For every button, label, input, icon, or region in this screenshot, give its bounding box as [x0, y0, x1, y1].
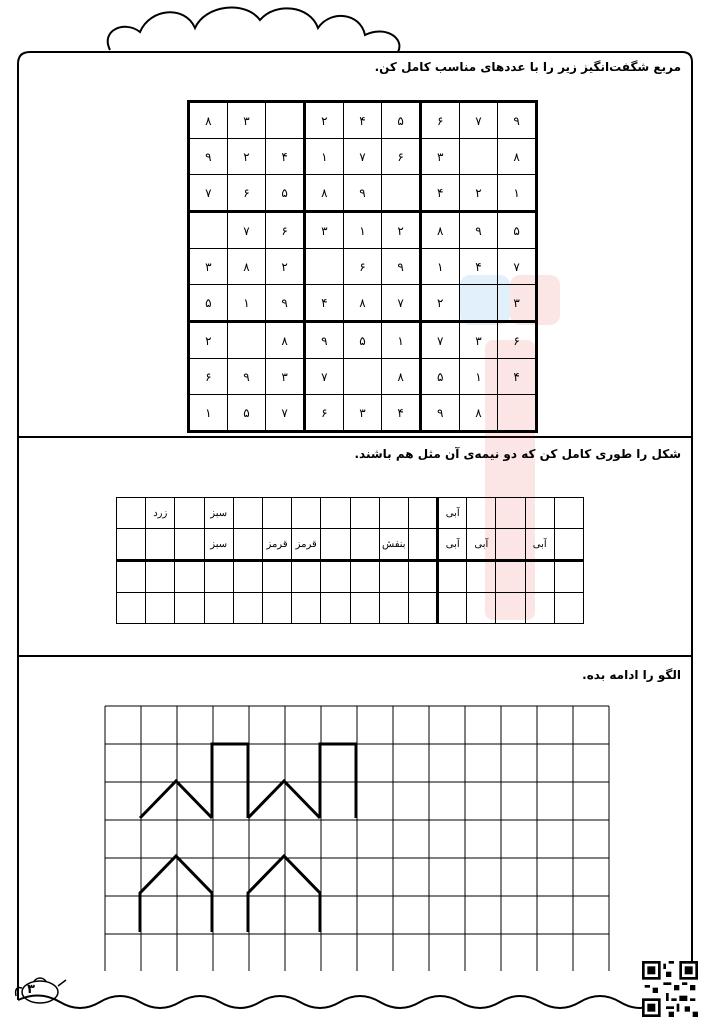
- color-grid-cell[interactable]: [525, 498, 554, 529]
- color-grid-cell: قرمز: [262, 529, 291, 561]
- color-grid-row: [117, 561, 584, 593]
- sudoku-cell: ۲: [382, 212, 421, 249]
- color-grid-cell[interactable]: [554, 498, 583, 529]
- color-grid-cell[interactable]: [262, 561, 291, 593]
- color-grid-cell: آبی: [438, 529, 467, 561]
- color-grid-cell[interactable]: [233, 498, 262, 529]
- sudoku-cell: ۵: [343, 322, 382, 359]
- sudoku-cell: ۲: [304, 102, 343, 139]
- color-grid-row: [117, 498, 584, 529]
- sudoku-cell: ۴: [498, 359, 537, 395]
- sudoku-cell: ۹: [498, 102, 537, 139]
- pattern-house-2: [248, 856, 320, 932]
- sudoku-grid: [187, 100, 538, 433]
- sudoku-cell: ۷: [304, 359, 343, 395]
- sudoku-cell: ۶: [343, 249, 382, 285]
- sudoku-cell: ۸: [304, 175, 343, 212]
- color-grid-cell[interactable]: [321, 561, 350, 593]
- sudoku-cell: ۱: [343, 212, 382, 249]
- sudoku-cell: ۷: [459, 102, 498, 139]
- color-grid-cell[interactable]: [233, 529, 262, 561]
- sudoku-row: [189, 322, 537, 359]
- sudoku-cell: ۶: [304, 395, 343, 432]
- sudoku-cell: ۹: [304, 322, 343, 359]
- sudoku-row: [189, 139, 537, 175]
- color-grid-cell: سبز: [204, 529, 233, 561]
- color-grid-cell[interactable]: [146, 561, 175, 593]
- color-grid-cell[interactable]: [525, 561, 554, 593]
- sudoku-cell: ۲: [227, 139, 266, 175]
- color-grid-cell[interactable]: [554, 593, 583, 624]
- sudoku-cell: ۷: [420, 322, 459, 359]
- color-grid-cell[interactable]: [467, 593, 496, 624]
- sudoku-cell: ۶: [227, 175, 266, 212]
- color-grid-cell[interactable]: [408, 498, 437, 529]
- sudoku-cell: ۴: [266, 139, 305, 175]
- color-grid-cell[interactable]: [117, 561, 146, 593]
- page-number: ۳: [27, 982, 35, 997]
- color-grid-cell: آبی: [525, 529, 554, 561]
- sudoku-cell: ۷: [498, 249, 537, 285]
- pattern-tent-1: [140, 781, 212, 818]
- color-grid-cell[interactable]: [350, 561, 379, 593]
- sudoku-cell: ۳: [227, 102, 266, 139]
- sudoku-cell: ۸: [498, 139, 537, 175]
- color-grid-cell[interactable]: [175, 561, 204, 593]
- sudoku-cell: ۵: [420, 359, 459, 395]
- color-grid-cell[interactable]: [408, 529, 437, 561]
- sudoku-cell: ۵: [266, 175, 305, 212]
- sudoku-row: [189, 102, 537, 139]
- color-grid-cell: سبز: [204, 498, 233, 529]
- sudoku-cell[interactable]: [266, 102, 305, 139]
- color-grid-cell[interactable]: [262, 498, 291, 529]
- sudoku-cell: ۴: [459, 249, 498, 285]
- sudoku-cell: ۲: [266, 249, 305, 285]
- sudoku-cell: ۱: [382, 322, 421, 359]
- color-grid-cell: آبی: [467, 529, 496, 561]
- color-grid-cell[interactable]: [379, 561, 408, 593]
- sudoku-cell: ۵: [227, 395, 266, 432]
- color-grid-cell[interactable]: [117, 498, 146, 529]
- symmetry-color-grid: [116, 497, 584, 624]
- sudoku-cell: ۲: [189, 322, 228, 359]
- color-grid-cell[interactable]: [408, 561, 437, 593]
- sudoku-cell: ۴: [382, 395, 421, 432]
- sudoku-cell: ۸: [459, 395, 498, 432]
- color-grid-cell[interactable]: [379, 593, 408, 624]
- color-grid-cell: زرد: [146, 498, 175, 529]
- color-grid-cell[interactable]: [175, 593, 204, 624]
- pattern-tower-2: [320, 744, 356, 818]
- color-grid-cell[interactable]: [292, 561, 321, 593]
- sudoku-cell: ۸: [227, 249, 266, 285]
- sudoku-cell: ۳: [343, 395, 382, 432]
- color-grid-row: [117, 529, 584, 561]
- color-grid-cell[interactable]: [379, 498, 408, 529]
- color-grid-cell[interactable]: [321, 498, 350, 529]
- sudoku-cell: ۶: [189, 359, 228, 395]
- sudoku-cell: ۳: [266, 359, 305, 395]
- sudoku-cell[interactable]: [382, 175, 421, 212]
- sudoku-row: [189, 249, 537, 285]
- sudoku-cell: ۱: [498, 175, 537, 212]
- sudoku-cell: ۳: [189, 249, 228, 285]
- sudoku-cell: ۳: [498, 285, 537, 322]
- sudoku-cell[interactable]: [304, 249, 343, 285]
- sudoku-cell: ۸: [266, 322, 305, 359]
- color-grid-cell: قرمز: [292, 529, 321, 561]
- color-grid-cell[interactable]: [233, 561, 262, 593]
- sudoku-cell: ۵: [382, 102, 421, 139]
- sudoku-cell: ۵: [189, 285, 228, 322]
- sudoku-cell[interactable]: [343, 359, 382, 395]
- color-grid-cell[interactable]: [262, 593, 291, 624]
- color-grid-cell[interactable]: [204, 593, 233, 624]
- color-grid-cell[interactable]: [146, 529, 175, 561]
- sudoku-row: [189, 175, 537, 212]
- sudoku-cell: ۹: [420, 395, 459, 432]
- section2-title: شکل را طوری کامل کن که دو نیمه‌ی آن مثل هم باشند.: [354, 447, 681, 461]
- color-grid-cell[interactable]: [554, 529, 583, 561]
- color-grid-cell[interactable]: [554, 561, 583, 593]
- sudoku-cell: ۱: [189, 395, 228, 432]
- color-grid-cell: آبی: [438, 498, 467, 529]
- sudoku-cell: ۱: [459, 359, 498, 395]
- color-grid-cell[interactable]: [525, 593, 554, 624]
- sudoku-cell: ۹: [189, 139, 228, 175]
- color-grid-cell[interactable]: [146, 593, 175, 624]
- qr-code: [642, 961, 698, 1017]
- color-grid-cell[interactable]: [292, 593, 321, 624]
- color-grid-cell: بنفش: [379, 529, 408, 561]
- color-grid-cell[interactable]: [233, 593, 262, 624]
- sudoku-row: [189, 395, 537, 432]
- color-grid-cell[interactable]: [321, 529, 350, 561]
- sudoku-cell: ۶: [498, 322, 537, 359]
- sudoku-cell: ۶: [266, 212, 305, 249]
- color-grid-row: [117, 593, 584, 624]
- sudoku-cell[interactable]: [498, 395, 537, 432]
- section1-title: مربع شگفت‌انگیز زیر را با عددهای مناسب کامل کن.: [374, 60, 681, 74]
- color-grid-cell[interactable]: [496, 498, 525, 529]
- color-grid-cell[interactable]: [496, 561, 525, 593]
- sudoku-cell: ۸: [189, 102, 228, 139]
- sudoku-cell[interactable]: [459, 285, 498, 322]
- color-grid-cell[interactable]: [175, 498, 204, 529]
- section3-title: الگو را ادامه بده.: [582, 668, 681, 682]
- sudoku-cell: ۴: [420, 175, 459, 212]
- color-grid-cell[interactable]: [438, 561, 467, 593]
- color-grid-cell[interactable]: [117, 529, 146, 561]
- color-grid-cell[interactable]: [467, 498, 496, 529]
- sudoku-cell: ۷: [266, 395, 305, 432]
- sudoku-cell: ۳: [304, 212, 343, 249]
- color-grid-cell[interactable]: [350, 593, 379, 624]
- color-grid-cell[interactable]: [496, 529, 525, 561]
- sudoku-cell: ۵: [498, 212, 537, 249]
- sudoku-cell: ۹: [343, 175, 382, 212]
- pattern-house-1: [140, 856, 212, 932]
- color-grid-cell[interactable]: [292, 498, 321, 529]
- sudoku-cell: ۷: [227, 212, 266, 249]
- color-grid-cell[interactable]: [350, 498, 379, 529]
- sudoku-cell: ۷: [343, 139, 382, 175]
- sudoku-cell: ۳: [459, 322, 498, 359]
- sudoku-cell[interactable]: [227, 322, 266, 359]
- sudoku-cell: ۸: [343, 285, 382, 322]
- sudoku-cell: ۹: [227, 359, 266, 395]
- sudoku-cell: ۹: [459, 212, 498, 249]
- pattern-tent-2: [248, 781, 320, 818]
- pattern-grid: [104, 705, 610, 971]
- sudoku-row: [189, 212, 537, 249]
- sudoku-cell: ۶: [420, 102, 459, 139]
- sudoku-cell: ۴: [343, 102, 382, 139]
- color-grid-cell[interactable]: [467, 561, 496, 593]
- teapot-icon: [16, 978, 66, 1003]
- color-grid-cell[interactable]: [175, 529, 204, 561]
- sudoku-cell: ۷: [382, 285, 421, 322]
- sudoku-cell: ۴: [304, 285, 343, 322]
- sudoku-cell: ۸: [420, 212, 459, 249]
- sudoku-row: [189, 359, 537, 395]
- sudoku-cell: ۱: [420, 249, 459, 285]
- sudoku-cell[interactable]: [189, 212, 228, 249]
- color-grid-cell[interactable]: [496, 593, 525, 624]
- color-grid-cell[interactable]: [408, 593, 437, 624]
- sudoku-cell: ۲: [420, 285, 459, 322]
- color-grid-cell[interactable]: [117, 593, 146, 624]
- color-grid-cell[interactable]: [438, 593, 467, 624]
- sudoku-cell: ۹: [266, 285, 305, 322]
- color-grid-cell[interactable]: [350, 529, 379, 561]
- sudoku-cell: ۲: [459, 175, 498, 212]
- sudoku-cell: ۱: [304, 139, 343, 175]
- sudoku-cell: ۱: [227, 285, 266, 322]
- sudoku-cell[interactable]: [459, 139, 498, 175]
- sudoku-cell: ۹: [382, 249, 421, 285]
- color-grid-cell[interactable]: [321, 593, 350, 624]
- sudoku-cell: ۸: [382, 359, 421, 395]
- sudoku-row: [189, 285, 537, 322]
- sudoku-cell: ۳: [420, 139, 459, 175]
- color-grid-cell[interactable]: [204, 561, 233, 593]
- sudoku-cell: ۷: [189, 175, 228, 212]
- pattern-tower-1: [212, 744, 248, 818]
- sudoku-cell: ۶: [382, 139, 421, 175]
